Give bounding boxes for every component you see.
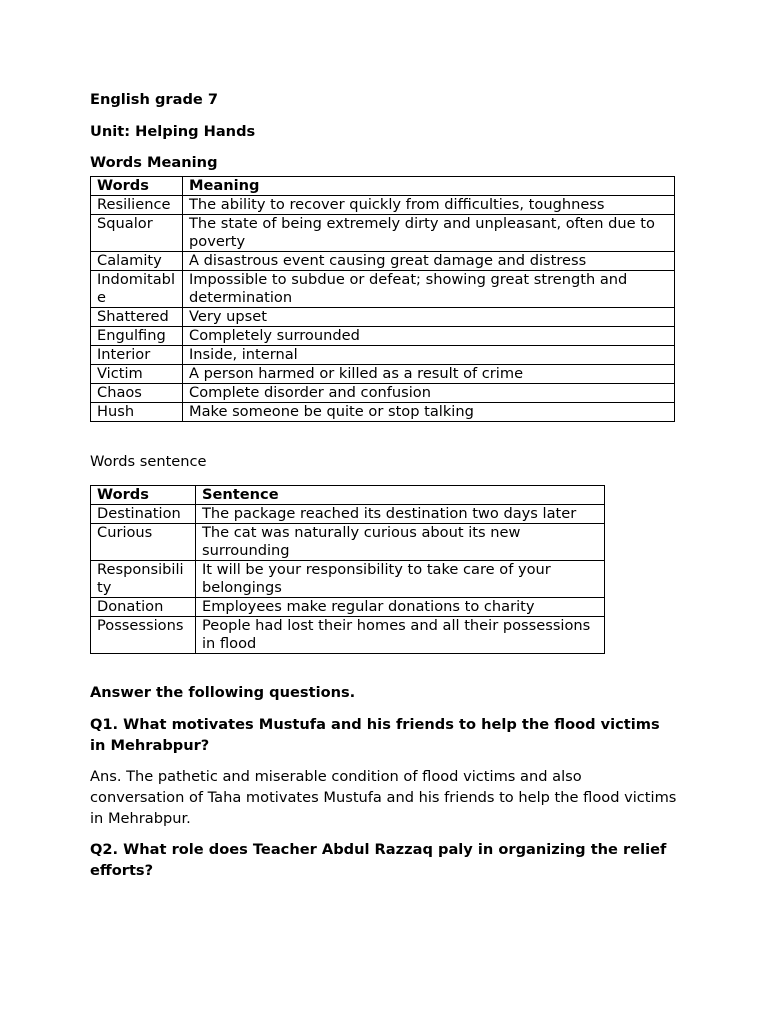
table-header-row [91,486,605,505]
table-row [91,252,675,271]
answer-1: Ans. The pathetic and miserable condition of flood victims and also conversation of Taha motivates Mustufa and his friends to help the flood victims in Mehrabpur. [90,768,677,827]
sentence-cell: It will be your responsibility to take care of your belongings [196,561,605,598]
table-row [91,598,605,617]
meaning-cell: Completely surrounded [183,327,675,346]
questions-heading: Answer the following questions. [90,684,356,701]
document-page [90,91,680,891]
meaning-cell: Very upset [183,308,675,327]
question-2: Q2. What role does Teacher Abdul Razzaq paly in organizing the relief efforts? [90,841,667,879]
sentence-cell: The package reached its destination two days later [196,505,605,524]
sentence-cell: The cat was naturally curious about its new surrounding [196,524,605,561]
word-cell: Donation [91,598,196,617]
table-row [91,403,675,422]
document-title: English grade 7 [90,91,219,108]
column-header-sentence: Sentence [196,486,605,505]
table-row [91,215,675,252]
table-row [91,271,675,308]
words-sentence-heading: Words sentence [90,453,207,470]
column-header-words: Words [91,486,196,505]
meaning-cell: Make someone be quite or stop talking [183,403,675,422]
table-row [91,327,675,346]
table-row [91,346,675,365]
words-meaning-table [90,176,675,422]
word-cell: Curious [91,524,196,561]
word-cell: Squalor [91,215,183,252]
word-cell: Chaos [91,384,183,403]
table-row [91,524,605,561]
word-cell: Destination [91,505,196,524]
word-cell: Interior [91,346,183,365]
sentence-cell: People had lost their homes and all their possessions in flood [196,617,605,654]
meaning-cell: The state of being extremely dirty and unpleasant, often due to poverty [183,215,675,252]
meaning-cell: The ability to recover quickly from difficulties, toughness [183,196,675,215]
table-row [91,308,675,327]
words-meaning-heading: Words Meaning [90,154,218,171]
word-cell: Calamity [91,252,183,271]
unit-heading: Unit: Helping Hands [90,123,256,140]
word-cell: Responsibility [91,561,196,598]
meaning-cell: Impossible to subdue or defeat; showing great strength and determination [183,271,675,308]
word-cell: Possessions [91,617,196,654]
meaning-cell: Inside, internal [183,346,675,365]
meaning-cell: A person harmed or killed as a result of crime [183,365,675,384]
meaning-cell: Complete disorder and confusion [183,384,675,403]
column-header-meaning: Meaning [183,177,675,196]
word-cell: Hush [91,403,183,422]
word-cell: Shattered [91,308,183,327]
word-cell: Indomitable [91,271,183,308]
table-row [91,561,605,598]
question-1: Q1. What motivates Mustufa and his friends to help the flood victims in Mehrabpur? [90,716,660,754]
table-row [91,617,605,654]
words-sentence-table [90,485,605,654]
table-row [91,365,675,384]
meaning-cell: A disastrous event causing great damage and distress [183,252,675,271]
column-header-words: Words [91,177,183,196]
word-cell: Engulfing [91,327,183,346]
table-row [91,196,675,215]
table-header-row [91,177,675,196]
table-row [91,505,605,524]
word-cell: Resilience [91,196,183,215]
table-row [91,384,675,403]
sentence-cell: Employees make regular donations to charity [196,598,605,617]
word-cell: Victim [91,365,183,384]
